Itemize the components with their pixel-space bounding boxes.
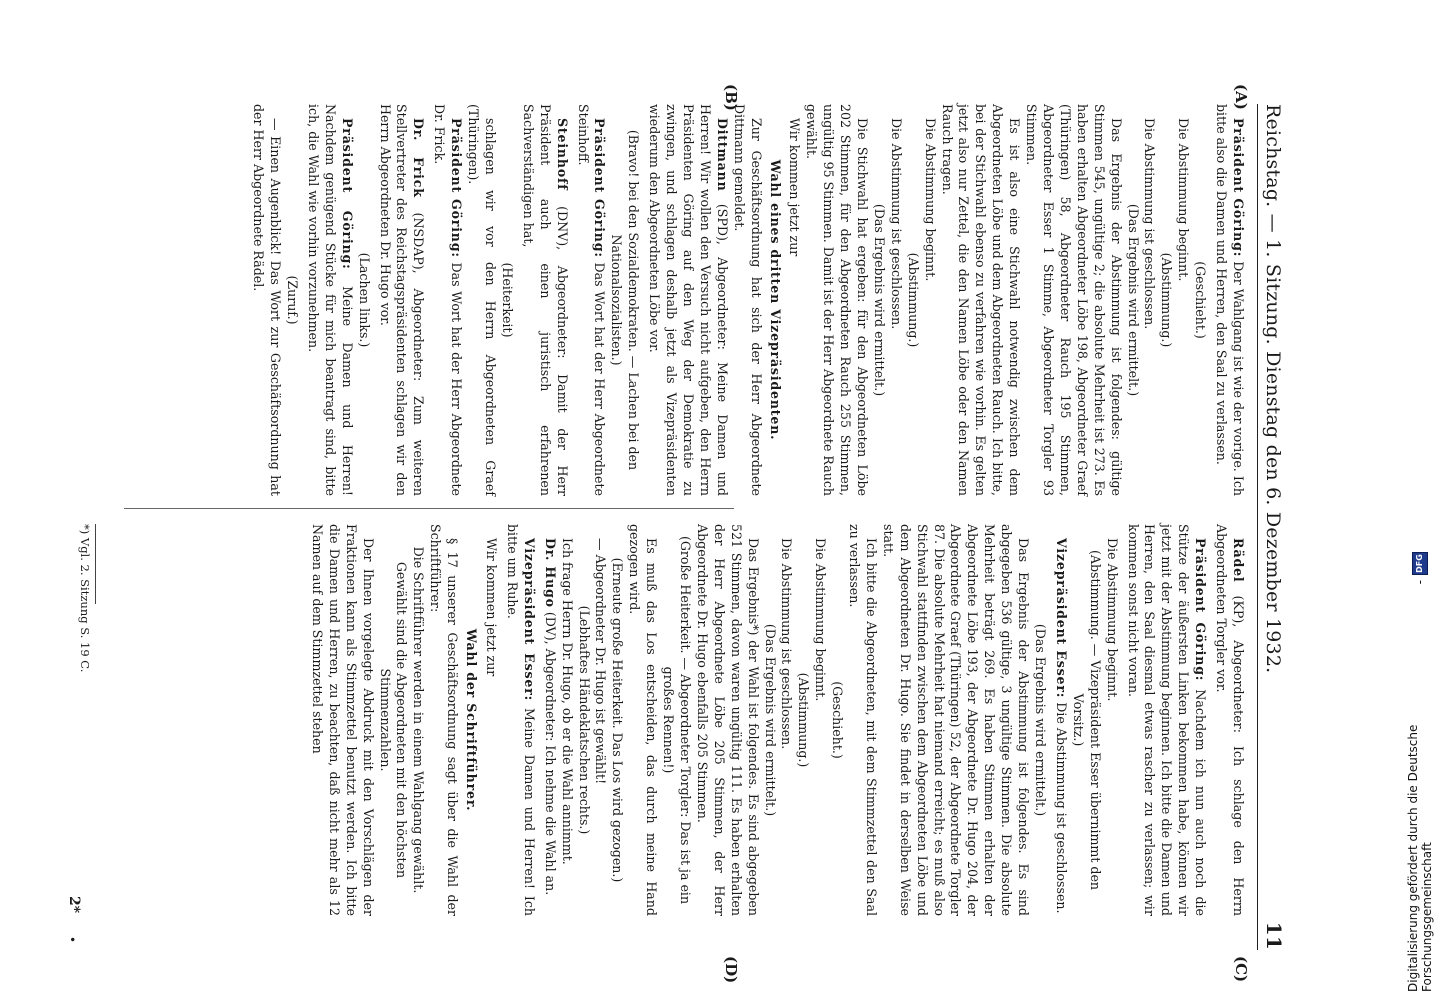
stage-direction: (Lachen links.) xyxy=(356,252,372,348)
text-paragraph: Die Abstimmung beginnt. xyxy=(1104,538,1120,702)
text-paragraph: Die Abstimmung ist geschlossen. xyxy=(779,538,795,750)
speech-paragraph xyxy=(430,104,464,496)
speech-paragraph xyxy=(1052,524,1069,916)
speaker-name: Rädel xyxy=(1231,538,1246,583)
speaker-name: Steinhoff xyxy=(554,118,570,191)
section-heading: Wahl der Schriftführer. xyxy=(464,628,480,812)
text-paragraph: Es ist also eine Stichwahl notwendig zwischen dem Abgeordneten Löbe und dem Abgeordneten Rauch. Ich bitte, bei der Stichwahl ebenso zu verfahren wie vorhin. Es gelten jetzt also nur Zettel, die den Namen Löbe oder den Namen Rauch tragen. xyxy=(939,104,1023,496)
speech-paragraph xyxy=(1212,524,1246,916)
dfg-logo-separator: - xyxy=(1413,580,1427,585)
column-divider xyxy=(124,508,734,509)
speech-paragraph xyxy=(574,104,608,496)
text-paragraph: Die Abstimmung beginnt. xyxy=(813,538,829,702)
text-paragraph: schlagen wir vor den Herrn Abgeordneten Graef (Thüringen). xyxy=(466,104,499,496)
stage-direction: (Geschieht.) xyxy=(1193,261,1209,339)
dot-mark: • xyxy=(65,936,79,944)
speaker-name: Dr. Frick xyxy=(411,118,427,198)
text-paragraph: — Abgeordneter Dr. Hugo ist gewählt! xyxy=(593,538,609,785)
speech-paragraph xyxy=(304,104,355,496)
speech-text: Die Abstimmung ist geschlossen. xyxy=(1053,702,1069,914)
text-paragraph: Zur Geschäftsordnung hat sich der Herr Abgeordnete Dittmann gemeldet. xyxy=(731,104,764,496)
text-paragraph: Das Ergebnis der Abstimmung ist folgendes. Es sind abgegeben 536 gültige, 3 ungültige Stimmen. Die absolute Mehrheit beträgt 269. Es haben Stimmen erhalten der Abgeordnete Löbe 193, der Abgeordnete Dr. Hugo 204, der Abgeordnete Graef (Thüringen) 52, der Abgeordnete Torgler 87. Die absolute Mehrheit hat niemand erreicht; es muß also Stichwahl stattfinden zwischen dem Abgeordneten Löbe und dem Abgeordneten Dr. Hugo. Sie findet in derselben Weise statt. xyxy=(880,524,1032,916)
speaker-name: Präsident Göring: xyxy=(1193,538,1209,682)
text-paragraph: Es muß das Los entscheiden, das durch meine Hand gezogen wird. xyxy=(627,524,660,916)
text-paragraph: Die Abstimmung beginnt. xyxy=(1176,118,1192,282)
speech-text: Meine Damen und Herren! Nachdem genügend Stücke für mich beantragt sind, bitte ich, die Wahl wie vorhin vorzunehmen. xyxy=(305,104,355,496)
text-paragraph: § 17 unserer Geschäftsordnung sagt über die Wahl der Schriftführer: xyxy=(428,524,461,916)
stage-direction: (Das Ergebnis wird ermittelt.) xyxy=(871,203,887,397)
speech-text: (DNV), Abgeordneter: Damit der Herr Präsident auch einen juristisch erfahrenen Sachverständigen hat, xyxy=(520,104,570,496)
text-paragraph: Wir kommen jetzt zur xyxy=(787,118,803,257)
left-column xyxy=(249,104,1246,496)
stage-direction: (Abstimmung. — Vizepräsident Esser übernimmt den Vorsitz.) xyxy=(1070,549,1103,891)
speech-text: Meine Damen und Herren! Ich bitte um Ruhe. xyxy=(504,524,537,916)
stage-direction: (Geschieht.) xyxy=(830,681,846,759)
speech-text: Das Wort hat der Herr Abgeordnete Steinhoff. xyxy=(575,104,608,496)
stage-direction: (Lebhaftes Händeklatschen rechts.) xyxy=(576,605,592,835)
stage-direction: (Das Ergebnis wird ermittelt.) xyxy=(1033,623,1049,817)
stage-direction: (Erneute große Heiterkeit. Das Los wird gezogen.) xyxy=(610,557,626,883)
speech-text: (KP), Abgeordneter: Ich schlage den Herrn Abgeordneten Torgler vor. xyxy=(1214,524,1246,916)
page-number: 11 xyxy=(1262,921,1286,950)
stage-direction: (Bravo! bei den Sozialdemokraten. — Lachen bei den Nationalsozialisten.) xyxy=(609,129,642,471)
margin-mark-b: (B) xyxy=(722,84,740,111)
speaker-name: Vizepräsident Esser: xyxy=(1053,538,1069,699)
margin-mark-a: (A) xyxy=(1232,84,1250,110)
speech-text: (NSDAP), Abgeordneter: Zum weiteren Stellvertreter des Reichstagspräsidenten schlagen wir den Herrn Abgeordneten Dr. Hugo vor. xyxy=(377,104,427,496)
speech-text: Nachdem ich nun auch noch die Stütze der äußersten Linken bekommen habe, können wir jetzt mit der Abstimmung beginnen. Ich bitte die Damen und Herren, den Saal diesmal etwas rascher zu verlassen; wir kommen sonst nicht voran. xyxy=(1125,524,1209,916)
stage-direction: (Abstimmung.) xyxy=(1159,252,1175,348)
stage-direction: (Das Ergebnis wird ermittelt.) xyxy=(1125,203,1141,397)
text-paragraph: Ich frage Herrn Dr. Hugo, ob er die Wahl annimmt. xyxy=(559,538,575,865)
speaker-name: Dr. Hugo xyxy=(542,538,558,608)
digitization-strip xyxy=(1406,552,1434,992)
speaker-name: Präsident Göring: xyxy=(592,118,608,258)
speaker-name: Präsident Göring: xyxy=(339,118,355,270)
speaker-name: Vizepräsident Esser: xyxy=(521,538,537,702)
stage-direction: (Große Heiterkeit. — Abgeordneter Torgler: Das ist ja ein großes Rennen!) xyxy=(661,535,693,905)
speaker-name: Dittmann xyxy=(714,118,730,192)
speech-text: (DV), Abgeordneter: Ich nehme die Wahl an. xyxy=(542,611,558,896)
stage-direction: (Das Ergebnis wird ermittelt.) xyxy=(762,623,778,817)
text-paragraph: Die Stichwahl hat ergeben: für den Abgeordneten Löbe 202 Stimmen, für den Abgeordneten Rauch 255 Stimmen, ungültig 95 Stimmen. Damit ist der Herr Abgeordnete Rauch gewählt. xyxy=(804,104,871,496)
text-paragraph: Die Abstimmung ist geschlossen. xyxy=(1142,118,1158,330)
speech-text: Der Wahlgang ist wie der vorige. Ich bitte also die Damen und Herren, den Saal zu verlassen. xyxy=(1214,104,1246,496)
stage-direction: (Abstimmung.) xyxy=(905,252,921,348)
stage-direction: (Abstimmung.) xyxy=(796,672,812,768)
speech-text: (SPD), Abgeordneter: Meine Damen und Herren! Wir wollen den Versuch nicht aufgeben, den Herrn Präsidenten Göring auf den Weg der Demokratie zu zwingen, und schlagen deshalb jetzt als Vizepräsidenten wiederum den Abgeordneten Löbe vor. xyxy=(647,104,730,496)
speech-paragraph xyxy=(1124,524,1209,916)
footnote: *) Vgl. 2. Sitzung S. 19 C. xyxy=(78,524,92,673)
running-head xyxy=(1257,104,1286,950)
speech-text: Das Wort hat der Herr Abgeordnete Dr. Frick. xyxy=(432,104,465,496)
text-paragraph: — Einen Augenblick! Das Wort zur Geschäftsordnung hat der Herr Abgeordnete Rädel. xyxy=(251,104,284,496)
stage-direction: (Zuruf.) xyxy=(285,275,301,325)
stage-direction: Die Schriftführer werden in einem Wahlgang gewählt. Gewählt sind die Abgeordneten mit den höchsten Stimmenzahlen. xyxy=(377,546,427,894)
stage-direction: (Heiterkeit) xyxy=(499,262,515,338)
text-paragraph: Die Abstimmung ist geschlossen. xyxy=(888,118,904,330)
speech-paragraph xyxy=(1212,104,1246,496)
text-paragraph: Das Ergebnis*) der Wahl ist folgendes. Es sind abgegeben 521 Stimmen, davon waren ungültig 111. Es haben erhalten der Herr Abgeordnete Löbe 205 Stimmen, der Herr Abgeordnete Dr. Hugo ebenfalls 205 Stimmen. xyxy=(694,524,761,916)
section-heading: Wahl eines dritten Vizepräsidenten. xyxy=(767,159,783,441)
dfg-logo: DFG xyxy=(1412,552,1428,575)
text-paragraph: Der Ihnen vorgelegte Abdruck mit den Vorschlägen der Fraktionen kann als Stimmzettel benutzt werden. Ich bitte die Damen und Herren, zu beachten, daß nicht mehr als 12 Namen auf dem Stimmzettel stehen xyxy=(309,524,376,916)
running-title: Reichstag. — 1. Sitzung. Dienstag den 6. Dezember 1932. xyxy=(1262,104,1284,674)
text-paragraph: Das Ergebnis der Abstimmung ist folgendes: gültige Stimmen 545, ungültige 2; die absolute Mehrheit ist 273. Es haben erhalten Abgeordneter Löbe 198, Abgeordneter Graef (Thüringen) 58, Abgeordneter Rauch 195 Stimmen, Abgeordneter Esser 1 Stimme, Abgeordneter Torgler 93 Stimmen. xyxy=(1024,104,1124,496)
speaker-name: Präsident Göring: xyxy=(449,118,465,258)
footnote-rule xyxy=(95,524,96,604)
speech-paragraph xyxy=(541,524,558,916)
signature-mark: 2* xyxy=(66,896,82,914)
text-paragraph: Die Abstimmung beginnt. xyxy=(922,118,938,282)
text-paragraph: Wir kommen jetzt zur xyxy=(484,538,500,677)
text-paragraph: Ich bitte die Abgeordneten, mit dem Stimmzettel den Saal zu verlassen. xyxy=(847,524,879,916)
margin-mark-c: (C) xyxy=(1232,956,1250,983)
speech-paragraph xyxy=(519,104,570,496)
speaker-name: Präsident Göring: xyxy=(1231,118,1246,258)
digitization-note: Digitalisierung gefördert durch die Deutsche Forschungsgemeinschaft xyxy=(1406,724,1434,992)
margin-mark-d: (D) xyxy=(722,956,740,984)
right-column xyxy=(308,524,1246,916)
speech-paragraph xyxy=(645,104,730,496)
speech-paragraph xyxy=(503,524,537,916)
speech-paragraph xyxy=(376,104,427,496)
